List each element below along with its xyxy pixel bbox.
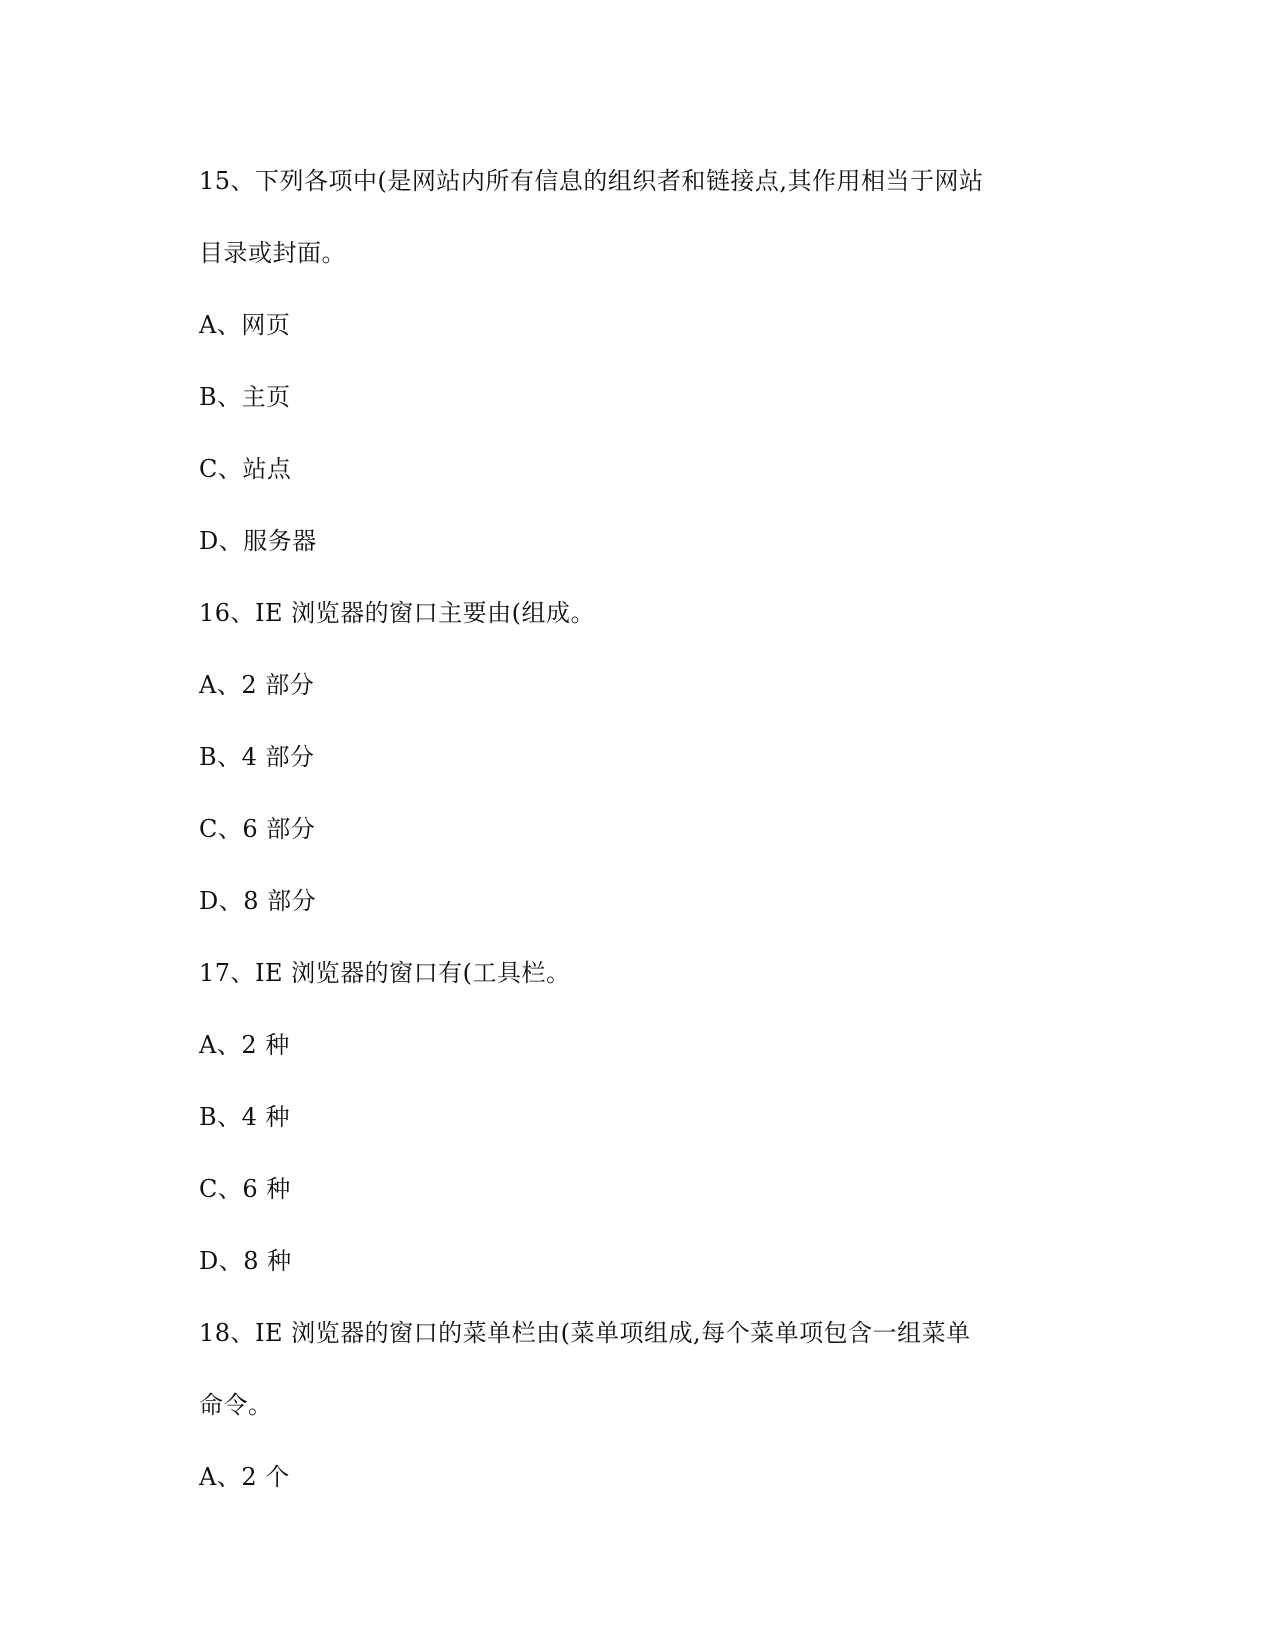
question-15-option-a: A、网页 (199, 311, 291, 339)
question-17-option-a: A、2 种 (199, 1031, 290, 1059)
question-16-option-d: D、8 部分 (199, 887, 317, 915)
question-18-option-a: A、2 个 (199, 1463, 290, 1491)
question-15-option-b: B、主页 (199, 383, 291, 411)
question-15-stem-line-2: 目录或封面。 (199, 239, 346, 267)
question-16-option-c: C、6 部分 (199, 815, 316, 843)
question-18-stem-line-2: 命令。 (199, 1391, 273, 1419)
question-17-option-c: C、6 种 (199, 1175, 291, 1203)
question-17-option-b: B、4 种 (199, 1103, 291, 1131)
question-15-stem-line-1: 15、下列各项中(是网站内所有信息的组织者和链接点,其作用相当于网站 (199, 167, 984, 195)
question-15-option-c: C、站点 (199, 455, 292, 483)
question-17-stem-line-1: 17、IE 浏览器的窗口有(工具栏。 (199, 959, 571, 987)
question-17-option-d: D、8 种 (199, 1247, 292, 1275)
question-16-option-a: A、2 部分 (199, 671, 315, 699)
question-16-stem-line-1: 16、IE 浏览器的窗口主要由(组成。 (199, 599, 596, 627)
question-18-stem-line-1: 18、IE 浏览器的窗口的菜单栏由(菜单项组成,每个菜单项包含一组菜单 (199, 1319, 971, 1347)
question-16-option-b: B、4 部分 (199, 743, 315, 771)
question-15-option-d: D、服务器 (199, 527, 317, 555)
